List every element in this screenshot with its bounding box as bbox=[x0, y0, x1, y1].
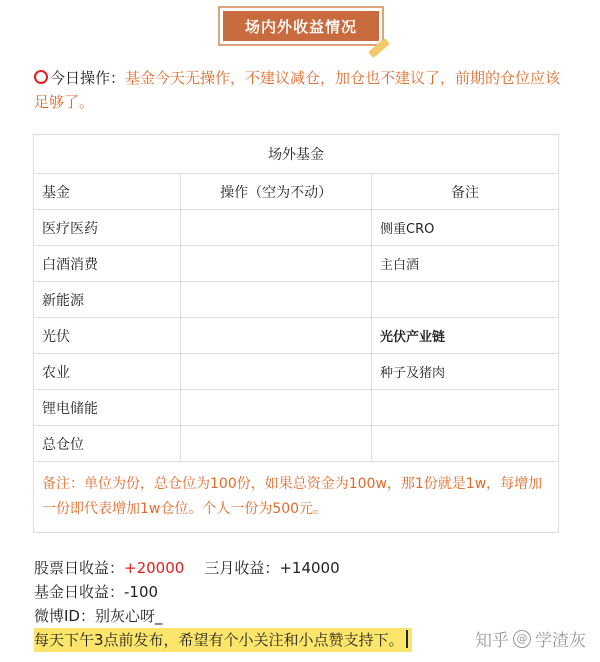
table-row bbox=[34, 210, 559, 246]
col-header-op: 操作（空为不动） bbox=[181, 174, 372, 210]
red-circle-icon bbox=[34, 70, 48, 84]
table-row bbox=[34, 246, 559, 282]
section-title: 场内外收益情况 bbox=[223, 11, 379, 41]
fund-table bbox=[33, 134, 559, 533]
fund-remark: 主白酒 bbox=[372, 246, 559, 282]
fund-name: 医疗医药 bbox=[34, 210, 181, 246]
today-operation bbox=[34, 66, 564, 114]
watermark bbox=[475, 626, 586, 651]
fund-remark bbox=[372, 282, 559, 318]
table-title: 场外基金 bbox=[34, 135, 559, 174]
fund-value: -100 bbox=[124, 583, 159, 601]
table-row bbox=[34, 426, 559, 462]
text-caret bbox=[406, 630, 408, 648]
table-row bbox=[34, 354, 559, 390]
fund-name: 锂电储能 bbox=[34, 390, 181, 426]
fund-remark bbox=[372, 426, 559, 462]
stock-value: +20000 bbox=[124, 559, 185, 577]
notice-text: 每天下午3点前发布，希望有个小关注和小点赞支持下。 bbox=[34, 631, 404, 649]
fund-remark: 光伏产业链 bbox=[372, 318, 559, 354]
stats-block bbox=[34, 556, 412, 652]
section-title-box bbox=[218, 6, 384, 46]
march-value: +14000 bbox=[279, 559, 340, 577]
fund-name: 白酒消费 bbox=[34, 246, 181, 282]
fund-name: 新能源 bbox=[34, 282, 181, 318]
fund-remark bbox=[372, 390, 559, 426]
at-icon: @ bbox=[513, 630, 531, 648]
fund-op bbox=[181, 318, 372, 354]
table-row bbox=[34, 318, 559, 354]
today-prefix: 今日操作： bbox=[50, 69, 126, 87]
stock-label: 股票日收益： bbox=[34, 559, 125, 577]
col-header-fund: 基金 bbox=[34, 174, 181, 210]
table-row bbox=[34, 282, 559, 318]
weibo-id: 微博ID：别灰心呀_ bbox=[34, 607, 163, 625]
today-text: 基金今天无操作，不建议减仓，加仓也不建议了，前期的仓位应该足够了。 bbox=[34, 69, 561, 111]
table-row bbox=[34, 390, 559, 426]
fund-name: 农业 bbox=[34, 354, 181, 390]
fund-name: 光伏 bbox=[34, 318, 181, 354]
fund-op bbox=[181, 210, 372, 246]
fund-op bbox=[181, 426, 372, 462]
fund-label: 基金日收益： bbox=[34, 583, 125, 601]
fund-remark: 种子及猪肉 bbox=[372, 354, 559, 390]
watermark-brand: 知乎 bbox=[475, 631, 509, 651]
fund-op bbox=[181, 246, 372, 282]
fund-op bbox=[181, 282, 372, 318]
fund-name: 总仓位 bbox=[34, 426, 181, 462]
fund-remark: 侧重CRO bbox=[372, 210, 559, 246]
watermark-user: 学渣灰 bbox=[535, 631, 586, 651]
table-note: 备注：单位为份，总仓位为100份，如果总资金为100w，那1份就是1w，每增加一份即代表增加1w仓位。个人一份为500元。 bbox=[34, 462, 559, 533]
march-label: 三月收益： bbox=[204, 559, 280, 577]
fund-op bbox=[181, 390, 372, 426]
fund-op bbox=[181, 354, 372, 390]
col-header-remark: 备注 bbox=[372, 174, 559, 210]
notice-highlight bbox=[34, 628, 412, 652]
